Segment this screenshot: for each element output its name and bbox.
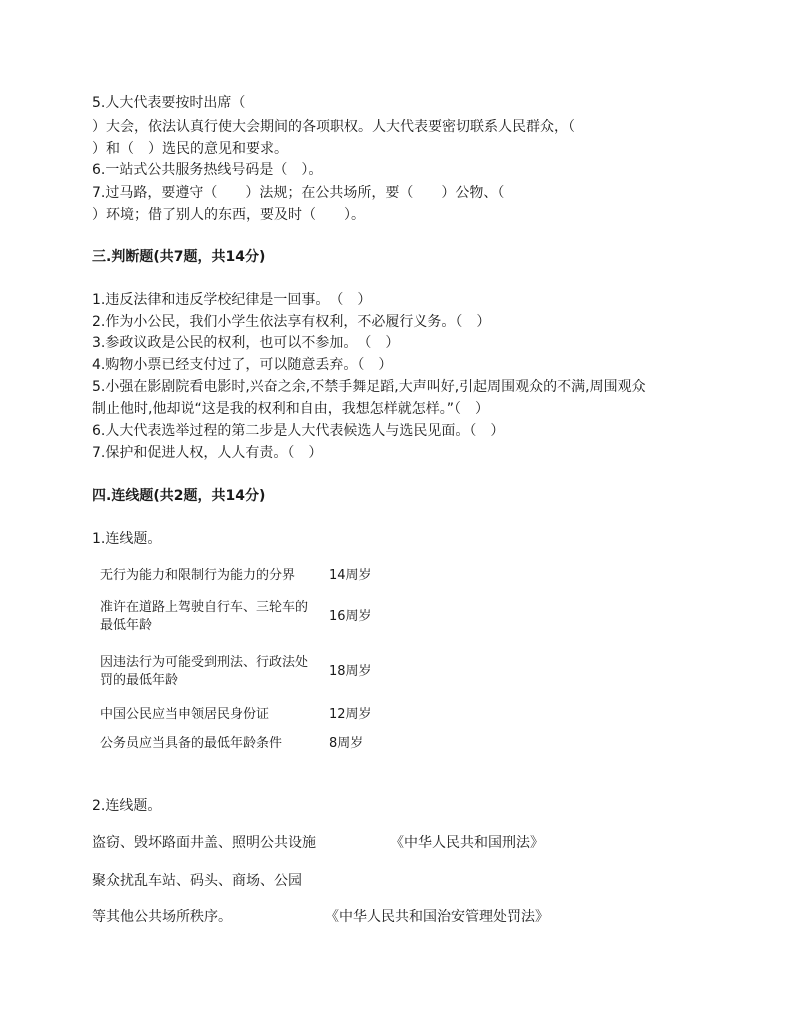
section-heading-judge: 三.判断题(共7题，共14分) xyxy=(92,249,266,265)
fill-blank-line: 6.一站式公共服务热线号码是（ ）。 xyxy=(92,162,323,178)
match-question-label: 1.连线题。 xyxy=(92,531,162,547)
match-left-item: 因违法行为可能受到刑法、行政法处罚的最低年龄 xyxy=(100,655,309,688)
judge-item: 2.作为小公民，我们小学生依法享有权利，不必履行义务。（ ） xyxy=(92,314,491,330)
judge-item: 5.小强在影剧院看电影时,兴奋之余,不禁手舞足蹈,大声叫好,引起周围观众的不满,周围观众 xyxy=(92,379,646,395)
fill-blank-line: ）大会，依法认真行使大会期间的各项职权。人大代表要密切联系人民群众，（ xyxy=(92,119,575,135)
fill-blank-line: 5.人大代表要按时出席（ xyxy=(92,95,246,111)
judge-item: 7.保护和促进人权，人人有责。（ ） xyxy=(92,445,323,461)
match-right-item: 8周岁 xyxy=(329,736,364,751)
match-left-item: 盗窃、毁坏路面井盖、照明公共设施 xyxy=(92,835,316,851)
match-right-item: 《中华人民共和国刑法》 xyxy=(390,835,544,851)
fill-blank-line: ）环境；借了别人的东西，要及时（ ）。 xyxy=(92,207,365,223)
fill-blank-line: ）和（ ）选民的意见和要求。 xyxy=(92,141,288,157)
match-left-item: 中国公民应当申领居民身份证 xyxy=(100,707,270,722)
match-right-item: 12周岁 xyxy=(329,707,372,722)
match-left-item: 聚众扰乱车站、码头、商场、公园 xyxy=(92,873,302,889)
match-left-item: 公务员应当具备的最低年龄条件 xyxy=(100,736,283,751)
match-right-item: 《中华人民共和国治安管理处罚法》 xyxy=(325,909,549,925)
judge-item: 1.违反法律和违反学校纪律是一回事。 （ ） xyxy=(92,292,372,308)
match-left-item: 等其他公共场所秩序。 xyxy=(92,909,232,925)
judge-item: 3.参政议政是公民的权利，也可以不参加。 （ ） xyxy=(92,335,400,351)
fill-blank-line: 7.过马路，要遵守（ ）法规；在公共场所，要（ ）公物、（ xyxy=(92,185,505,201)
match-right-item: 16周岁 xyxy=(329,609,372,624)
match-right-item: 14周岁 xyxy=(329,568,372,583)
judge-item: 制止他时,他却说“这是我的权利和自由，我想怎样就怎样。”（ ） xyxy=(92,401,489,417)
match-question-label: 2.连线题。 xyxy=(92,798,162,814)
section-heading-match: 四.连线题(共2题，共14分) xyxy=(92,488,266,504)
judge-item: 6.人大代表选举过程的第二步是人大代表候选人与选民见面。（ ） xyxy=(92,423,505,439)
match-right-item: 18周岁 xyxy=(329,664,372,679)
match-left-item: 准许在道路上驾驶自行车、三轮车的最低年龄 xyxy=(100,600,309,633)
judge-item: 4.购物小票已经支付过了，可以随意丢弃。（ ） xyxy=(92,357,393,373)
match-left-item: 无行为能力和限制行为能力的分界 xyxy=(100,568,296,583)
